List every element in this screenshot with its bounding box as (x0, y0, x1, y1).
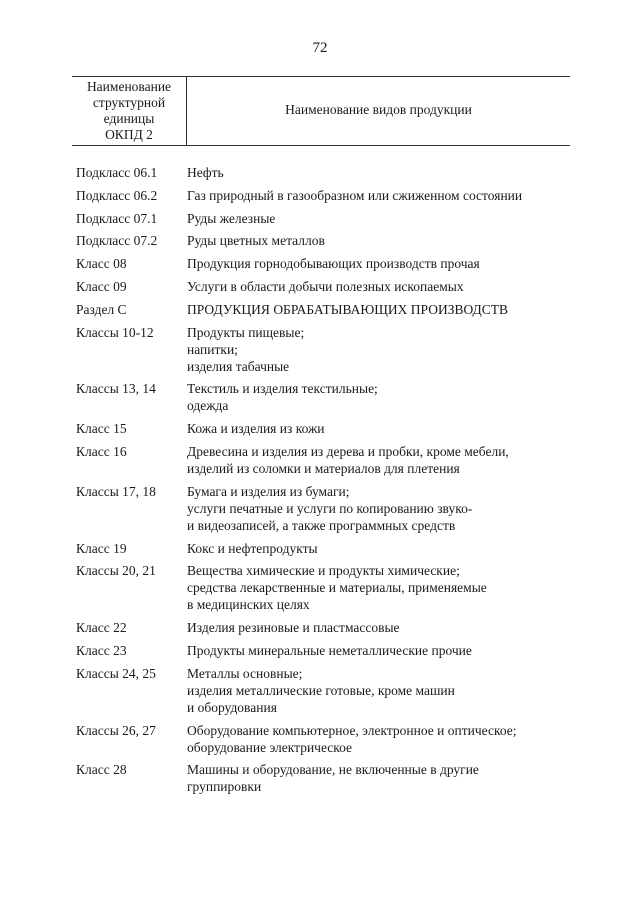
product-description (187, 665, 576, 716)
okpd-code: Класс 15 (76, 421, 127, 437)
description-line: Вещества химические и продукты химические; (187, 563, 460, 579)
product-description (187, 380, 576, 414)
okpd-code: Классы 24, 25 (76, 665, 156, 681)
table-row (76, 562, 576, 613)
description-line: изделия металлические готовые, кроме машин (187, 682, 455, 698)
okpd-code: Класс 16 (76, 443, 127, 459)
product-description (187, 164, 576, 181)
product-description (187, 420, 576, 437)
okpd-code: Подкласс 06.2 (76, 187, 158, 203)
description-line: оборудование электрическое (187, 739, 353, 755)
product-description (187, 761, 576, 795)
okpd-code: Классы 20, 21 (76, 563, 156, 579)
description-line: Газ природный в газообразном или сжиженном состоянии (187, 187, 523, 203)
product-description (187, 540, 576, 557)
table-row (76, 761, 576, 795)
okpd-code: Раздел С (76, 301, 127, 317)
table-row (76, 642, 576, 659)
okpd-code: Классы 17, 18 (76, 483, 156, 499)
description-line: одежда (187, 398, 229, 414)
product-description (187, 619, 576, 636)
table-row (76, 301, 576, 318)
description-line: Металлы основные; (187, 665, 303, 681)
product-description (187, 278, 576, 295)
table-row (76, 619, 576, 636)
description-line: Продукты пищевые; (187, 324, 305, 340)
okpd-code: Классы 10-12 (76, 324, 154, 340)
table-row (76, 255, 576, 272)
page-number: 72 (312, 40, 328, 56)
description-line: Изделия резиновые и пластмассовые (187, 620, 400, 636)
okpd-code: Класс 28 (76, 762, 127, 778)
description-line: Продукты минеральные неметаллические прочие (187, 642, 472, 658)
description-line: Оборудование компьютерное, электронное и оптическое; (187, 722, 517, 738)
product-description (187, 232, 576, 249)
table-row (76, 210, 576, 227)
description-line: в медицинских целях (187, 597, 310, 613)
description-line: услуги печатные и услуги по копированию звуко- (187, 500, 473, 516)
header-col1-line: единицы (103, 111, 155, 126)
table-row (76, 540, 576, 557)
header-col1-line: структурной (92, 95, 166, 110)
okpd-code: Классы 13, 14 (76, 381, 156, 397)
description-line: средства лекарственные и материалы, применяемые (187, 580, 487, 596)
product-description (187, 483, 576, 534)
product-description (187, 301, 576, 318)
okpd-code: Подкласс 06.1 (76, 165, 158, 180)
table-row (76, 483, 576, 534)
table-row (76, 722, 576, 756)
table-header (72, 76, 570, 146)
description-line: изделий из соломки и материалов для плетения (187, 460, 460, 476)
description-line: напитки; (187, 341, 238, 357)
product-description (187, 187, 576, 204)
product-description (187, 722, 576, 756)
okpd-code: Класс 19 (76, 540, 127, 556)
okpd-code: Класс 09 (76, 278, 127, 294)
description-line: Бумага и изделия из бумаги; (187, 483, 350, 499)
description-line: и оборудования (187, 699, 277, 715)
table-row (76, 380, 576, 414)
description-line: Машины и оборудование, не включенные в другие (187, 762, 479, 778)
okpd-code: Подкласс 07.2 (76, 233, 158, 249)
header-product-types: Наименование видов продукции (285, 102, 472, 117)
table-row (76, 278, 576, 295)
okpd-code: Класс 22 (76, 620, 127, 636)
table-row (76, 324, 576, 375)
description-line: Руды цветных металлов (187, 233, 325, 249)
description-line: ПРОДУКЦИЯ ОБРАБАТЫВАЮЩИХ ПРОИЗВОДСТВ (187, 301, 509, 317)
description-line: Кокс и нефтепродукты (187, 540, 318, 556)
description-line: группировки (187, 779, 262, 795)
description-line: Услуги в области добычи полезных ископаемых (187, 278, 464, 294)
description-line: изделия табачные (187, 358, 290, 374)
description-line: Кожа и изделия из кожи (187, 421, 325, 437)
product-description (187, 562, 576, 613)
table-row (76, 164, 576, 181)
header-col1-line: Наименование (86, 79, 172, 94)
product-description (187, 642, 576, 659)
table-row (76, 665, 576, 716)
product-description (187, 443, 576, 477)
okpd-code: Классы 26, 27 (76, 722, 156, 738)
table-row (76, 420, 576, 437)
okpd-code: Класс 23 (76, 642, 127, 658)
description-line: Текстиль и изделия текстильные; (187, 381, 378, 397)
okpd-code: Класс 08 (76, 256, 127, 272)
header-col1-line: ОКПД 2 (105, 127, 153, 142)
description-line: Продукция горнодобывающих производств прочая (187, 256, 480, 272)
description-line: и видеозаписей, а также программных средств (187, 517, 456, 533)
okpd-code: Подкласс 07.1 (76, 210, 158, 226)
table-row (76, 232, 576, 249)
description-line: Древесина и изделия из дерева и пробки, кроме мебели, (187, 443, 509, 459)
table-body (76, 164, 576, 801)
header-structural-unit (72, 77, 187, 145)
product-description (187, 210, 576, 227)
table-row (76, 443, 576, 477)
product-description (187, 324, 576, 375)
description-line: Нефть (187, 165, 224, 180)
description-line: Руды железные (187, 210, 276, 226)
product-description (187, 255, 576, 272)
table-row (76, 187, 576, 204)
